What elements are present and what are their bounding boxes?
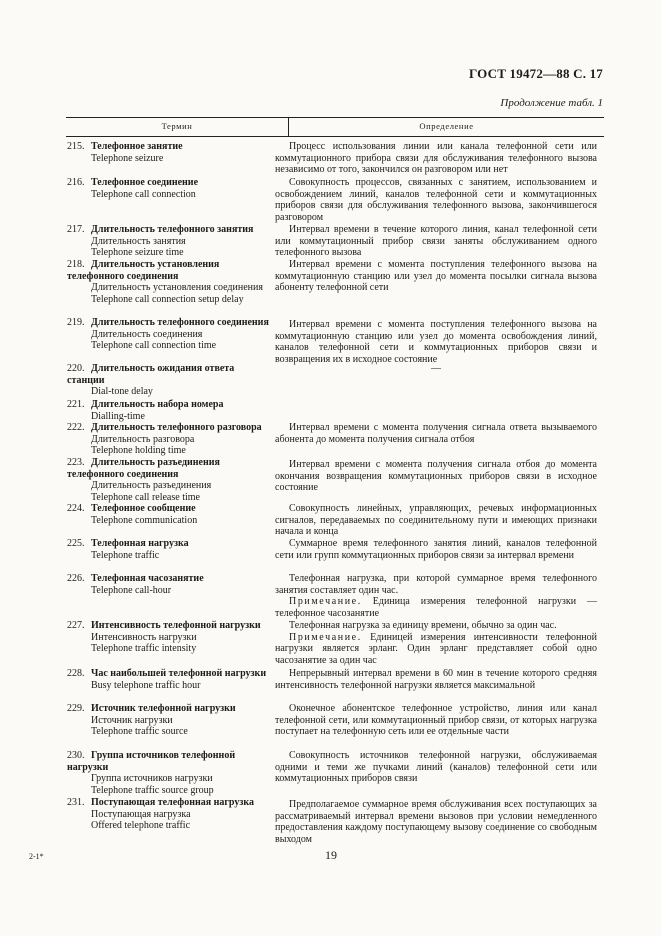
term-cell xyxy=(67,503,269,526)
term-ru: Длительность телефонного соединения xyxy=(91,317,269,328)
term-number: 225. xyxy=(67,538,85,549)
term-synonym: Поступающая нагрузка xyxy=(91,808,191,820)
definition-text: Непрерывный интервал времени в 60 мин в течение которого средняя интенсивность телефонной нагрузки является максимальной xyxy=(275,668,597,691)
definition-cell xyxy=(275,503,597,538)
term-cell xyxy=(67,224,269,259)
definition-text: Совокупность линейных, управляющих, речевых информационных сигналов, передаваемых по соединительному пути и имеющих признаки начала и конца xyxy=(275,503,597,537)
term-number: 221. xyxy=(67,399,85,410)
term-cell xyxy=(67,363,269,398)
definition-cell xyxy=(275,459,597,494)
term-cell xyxy=(67,620,269,655)
note-label: Примечание. xyxy=(289,596,362,607)
signature-mark: 2-1* xyxy=(29,852,44,861)
term-synonym: Telephone traffic source xyxy=(91,726,188,737)
term-synonym: Dialling-time xyxy=(91,410,145,422)
definition-cell xyxy=(275,422,597,445)
term-ru: Телефонное соединение xyxy=(91,177,199,188)
header-term: Термин xyxy=(161,121,193,131)
term-number: 218. xyxy=(67,259,85,270)
term-cell xyxy=(67,177,269,200)
definition-note xyxy=(275,632,597,667)
note-label: Примечание. xyxy=(289,631,362,643)
term-cell xyxy=(67,422,269,457)
definition-cell xyxy=(275,177,597,223)
term-cell xyxy=(67,259,269,305)
page-number: 19 xyxy=(325,848,337,862)
definition-text: Интервал времени с момента получения сигнала ответа вызываемого абонента до момента получения сигнала отбоя xyxy=(275,422,597,445)
term-number: 219. xyxy=(67,317,85,328)
definition-cell xyxy=(275,363,597,375)
definition-cell xyxy=(275,799,597,845)
term-synonym: Telephone call-hour xyxy=(91,584,172,596)
term-number: 230. xyxy=(67,750,85,761)
term-number: 226. xyxy=(67,573,85,584)
term-cell xyxy=(67,797,269,832)
term-ru: Телефонная часозанятие xyxy=(91,573,204,584)
term-synonym: Telephone call release time xyxy=(91,491,200,503)
definition-cell xyxy=(275,538,597,561)
definition-text: Телефонная нагрузка, при которой суммарное время телефонного занятия составляет один час. xyxy=(275,573,597,596)
definition-cell xyxy=(275,141,597,176)
definition-cell xyxy=(275,259,597,294)
definition-text: Суммарное время телефонного занятия линий, каналов телефонной сети или групп коммутационных приборов связи за интервал времени xyxy=(275,538,597,561)
term-cell xyxy=(67,399,269,422)
term-synonym: Offered telephone traffic xyxy=(91,820,191,831)
table-continuation-label: Продолжение табл. 1 xyxy=(500,97,603,109)
term-synonym: Telephone call connection setup delay xyxy=(91,293,244,305)
term-synonym: Telephone communication xyxy=(91,514,198,526)
term-ru: Длительность телефонного занятия xyxy=(91,224,254,235)
term-synonym: Telephone traffic xyxy=(91,549,160,561)
term-ru: Длительность ожидания ответа станции xyxy=(67,363,235,386)
term-synonym: Telephone seizure time xyxy=(91,247,184,258)
term-synonym: Telephone call connection xyxy=(91,188,196,200)
term-synonym: Источник нагрузки xyxy=(91,714,173,726)
term-ru: Длительность телефонного разговора xyxy=(91,422,262,433)
term-number: 227. xyxy=(67,620,85,631)
definition-cell xyxy=(275,224,597,259)
definition-text: Интервал времени с момента поступления телефонного вызова на коммутационную станцию или узел до момента освобождения линий, каналов телефонной сети и коммутационных приборов связи и возвращения их в исходное состояние xyxy=(275,319,597,365)
term-number: 224. xyxy=(67,503,85,514)
term-ru: Поступающая телефонная нагрузка xyxy=(91,797,254,808)
term-number: 215. xyxy=(67,141,85,152)
definition-text: Интервал времени с момента получения сигнала отбоя до момента окончания возвращения коммутационных приборов связи в исходное состояние xyxy=(275,459,597,493)
definition-text: Предполагаемое суммарное время обслуживания всех поступающих за рассматриваемый интервал времени вызовов при условии немедленного предоставления каждому поступающему вызову соединение со свободным выходом xyxy=(275,799,597,845)
term-ru: Источник телефонной нагрузки xyxy=(91,703,236,714)
term-ru: Телефонное сообщение xyxy=(91,503,196,514)
term-number: 228. xyxy=(67,668,85,679)
term-ru: Телефонная нагрузка xyxy=(91,538,189,549)
term-number: 220. xyxy=(67,363,85,374)
term-ru: Телефонное занятие xyxy=(91,141,183,152)
definition-cell xyxy=(275,703,597,738)
term-number: 231. xyxy=(67,797,85,808)
term-cell xyxy=(67,573,269,596)
term-cell xyxy=(67,317,269,352)
term-synonym: Длительность соединения xyxy=(91,328,203,340)
term-ru: Час наибольшей телефонной нагрузки xyxy=(91,668,267,679)
term-number: 217. xyxy=(67,224,85,235)
definition-cell xyxy=(275,620,597,666)
term-synonym: Telephone traffic intensity xyxy=(91,643,197,654)
definition-cell xyxy=(275,750,597,785)
definition-dash: — xyxy=(431,363,441,374)
term-cell xyxy=(67,457,269,503)
term-synonym: Telephone traffic source group xyxy=(91,784,214,796)
term-cell xyxy=(67,538,269,561)
term-synonym: Telephone call connection time xyxy=(91,340,217,351)
term-synonym: Busy telephone traffic hour xyxy=(91,679,201,691)
term-synonym: Группа источников нагрузки xyxy=(91,773,213,784)
term-synonym: Длительность разговора xyxy=(91,433,195,445)
definition-text: Интервал времени с момента поступления телефонного вызова на коммутационную станцию или узел до момента посылки сигнала вызова абоненту телефонной сети xyxy=(275,259,597,293)
definition-text: Оконечное абонентское телефонное устройство, линия или канал телефонной сети, или коммутационный прибор связи, от которых нагрузка поступает на телефонную сеть или ее отдельные части xyxy=(275,703,597,737)
definition-text: Совокупность источников телефонной нагрузки, обслуживаемая одними и теми же пучками линий (каналов) телефонной сети или коммутационных приборов связи xyxy=(275,750,597,784)
term-cell xyxy=(67,668,269,691)
term-cell xyxy=(67,141,269,164)
term-synonym: Длительность занятия xyxy=(91,235,186,247)
term-ru: Длительность установления телефонного соединения xyxy=(67,259,220,282)
term-synonym: Длительность разъединения xyxy=(91,480,212,491)
header-definition: Определение xyxy=(419,121,474,131)
definition-text: Совокупность процессов, связанных с занятием, использованием и освобождением линий, каналов телефонной сети и коммутационных приборов связи для обслуживания телефонного вызова, закончившегося разговором xyxy=(275,177,597,223)
definition-note xyxy=(275,596,597,619)
term-number: 223. xyxy=(67,457,85,468)
term-cell xyxy=(67,750,269,796)
term-cell xyxy=(67,703,269,738)
definition-cell xyxy=(275,319,597,365)
term-ru: Длительность набора номера xyxy=(91,399,224,410)
term-synonym: Telephone holding time xyxy=(91,445,186,456)
term-ru: Группа источников телефонной нагрузки xyxy=(67,750,236,773)
term-number: 229. xyxy=(67,703,85,714)
definition-text: Телефонная нагрузка за единицу времени, обычно за один час. xyxy=(289,620,557,631)
term-synonym: Dial-tone delay xyxy=(91,386,153,397)
definition-cell xyxy=(275,573,597,619)
term-synonym: Интенсивность нагрузки xyxy=(91,631,197,643)
document-code: ГОСТ 19472—88 С. 17 xyxy=(469,66,603,81)
term-synonym: Длительность установления соединения xyxy=(91,282,263,293)
term-number: 216. xyxy=(67,177,85,188)
term-ru: Интенсивность телефонной нагрузки xyxy=(91,620,261,631)
note-text: Единица измерения телефонной нагрузки — телефонное часозанятие xyxy=(275,596,597,619)
table-header xyxy=(66,117,604,137)
definition-cell xyxy=(275,668,597,691)
term-number: 222. xyxy=(67,422,85,433)
definition-text: Процесс использования линии или канала телефонной сети или коммутационного прибора связи для обслуживания телефонного вызова независимо от того, закончился он разговором или нет xyxy=(275,141,597,175)
note-text: Единицей измерения интенсивности телефонной нагрузки является эрланг. Один эрланг представляет собой одно часозанятие за один час xyxy=(275,631,598,666)
definition-text: Интервал времени в течение которого линия, канал телефонной сети или коммутационный прибор связи заняты обслуживанием одного телефонного вызова xyxy=(275,224,597,258)
term-synonym: Telephone seizure xyxy=(91,152,164,164)
term-ru: Длительность разъединения телефонного соединения xyxy=(67,457,220,480)
